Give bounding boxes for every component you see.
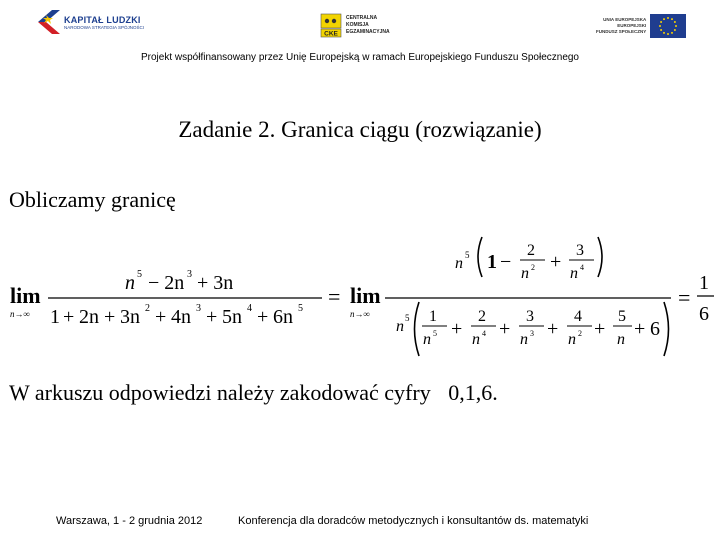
logo-center-line1: CENTRALNA bbox=[346, 14, 378, 21]
answer-text: W arkuszu odpowiedzi należy zakodować cyfry bbox=[9, 380, 431, 405]
logo-left-line2: NARODOWA STRATEGIA SPÓJNOŚCI bbox=[64, 24, 145, 30]
den1-3n: 3n bbox=[120, 306, 140, 328]
num2-minus: − bbox=[500, 251, 512, 273]
den2-f1-exp: 5 bbox=[433, 329, 437, 338]
logo-center-line2: KOMISJA bbox=[346, 21, 369, 28]
num2-n5: n bbox=[455, 255, 463, 272]
num1-n5: n bbox=[125, 272, 135, 294]
answer-line bbox=[9, 380, 498, 406]
num2-frac-a-num: 2 bbox=[527, 242, 535, 259]
den2-f2-den: n bbox=[472, 331, 480, 348]
den1-plus-3: + bbox=[155, 306, 167, 328]
footer-right: Konferencja dla doradców metodycznych i konsultantów ds. matematyki bbox=[238, 515, 589, 527]
den1-exp3: 3 bbox=[196, 303, 201, 314]
den2-f2-exp: 4 bbox=[482, 329, 486, 338]
den1-exp4: 4 bbox=[247, 303, 252, 314]
den2-plus-1: + bbox=[451, 318, 463, 340]
logo-center-line3: EGZAMINACYJNA bbox=[346, 28, 390, 35]
page-title: Zadanie 2. Granica ciągu (rozwiązanie) bbox=[178, 117, 542, 142]
result-numerator: 1 bbox=[699, 272, 709, 294]
num1-3n: + 3n bbox=[197, 272, 234, 294]
num2-plus: + bbox=[550, 251, 562, 273]
cke-logo bbox=[320, 12, 390, 38]
den1-plus-2: + bbox=[104, 306, 116, 328]
den1-plus-5: + bbox=[257, 306, 269, 328]
result-denominator: 6 bbox=[699, 303, 709, 325]
num2-frac-b-num: 3 bbox=[576, 242, 584, 259]
num2-paren-right bbox=[598, 237, 602, 277]
kapital-ludzki-logo bbox=[38, 10, 144, 34]
den2-n5: n bbox=[396, 318, 404, 335]
fraction-2-denominator bbox=[396, 302, 669, 356]
den2-paren-left bbox=[415, 302, 420, 356]
den2-f4-exp: 2 bbox=[578, 329, 582, 338]
den2-f4-num: 4 bbox=[574, 308, 582, 325]
den2-plus-3: + bbox=[547, 318, 559, 340]
logo-right-line1: UNIA EUROPEJSKA bbox=[603, 17, 647, 22]
den2-f1-den: n bbox=[423, 331, 431, 348]
eu-logo bbox=[596, 14, 686, 38]
fraction-1-numerator bbox=[125, 269, 233, 294]
cke-badge-text: CKE bbox=[324, 30, 338, 38]
project-funding-text: Projekt współfinansowany przez Unię Europejską w ramach Europejskiego Funduszu Społecznego bbox=[140, 52, 579, 63]
kapital-ludzki-emblem-icon bbox=[38, 10, 60, 34]
den2-plus-5: + bbox=[634, 318, 646, 340]
fraction-1-denominator bbox=[50, 303, 303, 328]
eu-flag-icon bbox=[650, 14, 686, 38]
den1-1: 1 bbox=[50, 306, 60, 328]
den1-exp2: 2 bbox=[145, 303, 150, 314]
lim-2: lim bbox=[350, 283, 381, 308]
limit-equation bbox=[0, 225, 720, 365]
cke-emblem-icon bbox=[320, 12, 342, 38]
lim-1: lim bbox=[10, 283, 41, 308]
den2-6: 6 bbox=[650, 318, 660, 340]
num2-1: 1 bbox=[487, 251, 497, 273]
den2-f5-den: n bbox=[617, 331, 625, 348]
logo-right-line2: EUROPEJSKI bbox=[617, 23, 647, 28]
den2-f3-num: 3 bbox=[526, 308, 534, 325]
num2-paren-left bbox=[478, 237, 482, 277]
lim-sub-2: n→∞ bbox=[350, 309, 370, 319]
equals-2: = bbox=[678, 285, 691, 310]
answer-digits: 0,1,6. bbox=[448, 380, 498, 405]
den1-exp5: 5 bbox=[298, 303, 303, 314]
num1-exp3: 3 bbox=[187, 269, 192, 280]
den1-4n: 4n bbox=[171, 306, 191, 328]
den1-5n: 5n bbox=[222, 306, 242, 328]
intro-text: Obliczamy granicę bbox=[9, 187, 176, 212]
den2-f2-num: 2 bbox=[478, 308, 486, 325]
logo-left-line1: KAPITAŁ LUDZKI bbox=[64, 14, 141, 25]
num1-exp5: 5 bbox=[137, 269, 142, 280]
den2-f5-num: 5 bbox=[618, 308, 626, 325]
num2-frac-b-exp: 4 bbox=[580, 263, 584, 272]
den2-plus-4: + bbox=[594, 318, 606, 340]
den2-f3-exp: 3 bbox=[530, 329, 534, 338]
den1-2n: 2n bbox=[79, 306, 99, 328]
den2-exp5: 5 bbox=[405, 313, 410, 323]
footer-left: Warszawa, 1 - 2 grudnia 2012 bbox=[56, 515, 203, 527]
den1-6n: 6n bbox=[273, 306, 293, 328]
fraction-2-numerator bbox=[455, 237, 602, 282]
lim-sub-1: n→∞ bbox=[10, 309, 30, 319]
den2-f3-den: n bbox=[520, 331, 528, 348]
den2-plus-2: + bbox=[499, 318, 511, 340]
den2-f1-num: 1 bbox=[429, 308, 437, 325]
logo-right-line3: FUNDUSZ SPOŁECZNY bbox=[596, 29, 647, 34]
den1-plus-1: + bbox=[63, 306, 75, 328]
num2-exp5: 5 bbox=[465, 250, 470, 260]
den1-plus-4: + bbox=[206, 306, 218, 328]
den2-paren-right bbox=[664, 302, 669, 356]
num1-2n3: − 2n bbox=[148, 272, 185, 294]
num2-frac-a-den: n bbox=[521, 265, 529, 282]
equals-1: = bbox=[328, 284, 341, 309]
num2-frac-a-exp: 2 bbox=[531, 263, 535, 272]
den2-f4-den: n bbox=[568, 331, 576, 348]
num2-frac-b-den: n bbox=[570, 265, 578, 282]
